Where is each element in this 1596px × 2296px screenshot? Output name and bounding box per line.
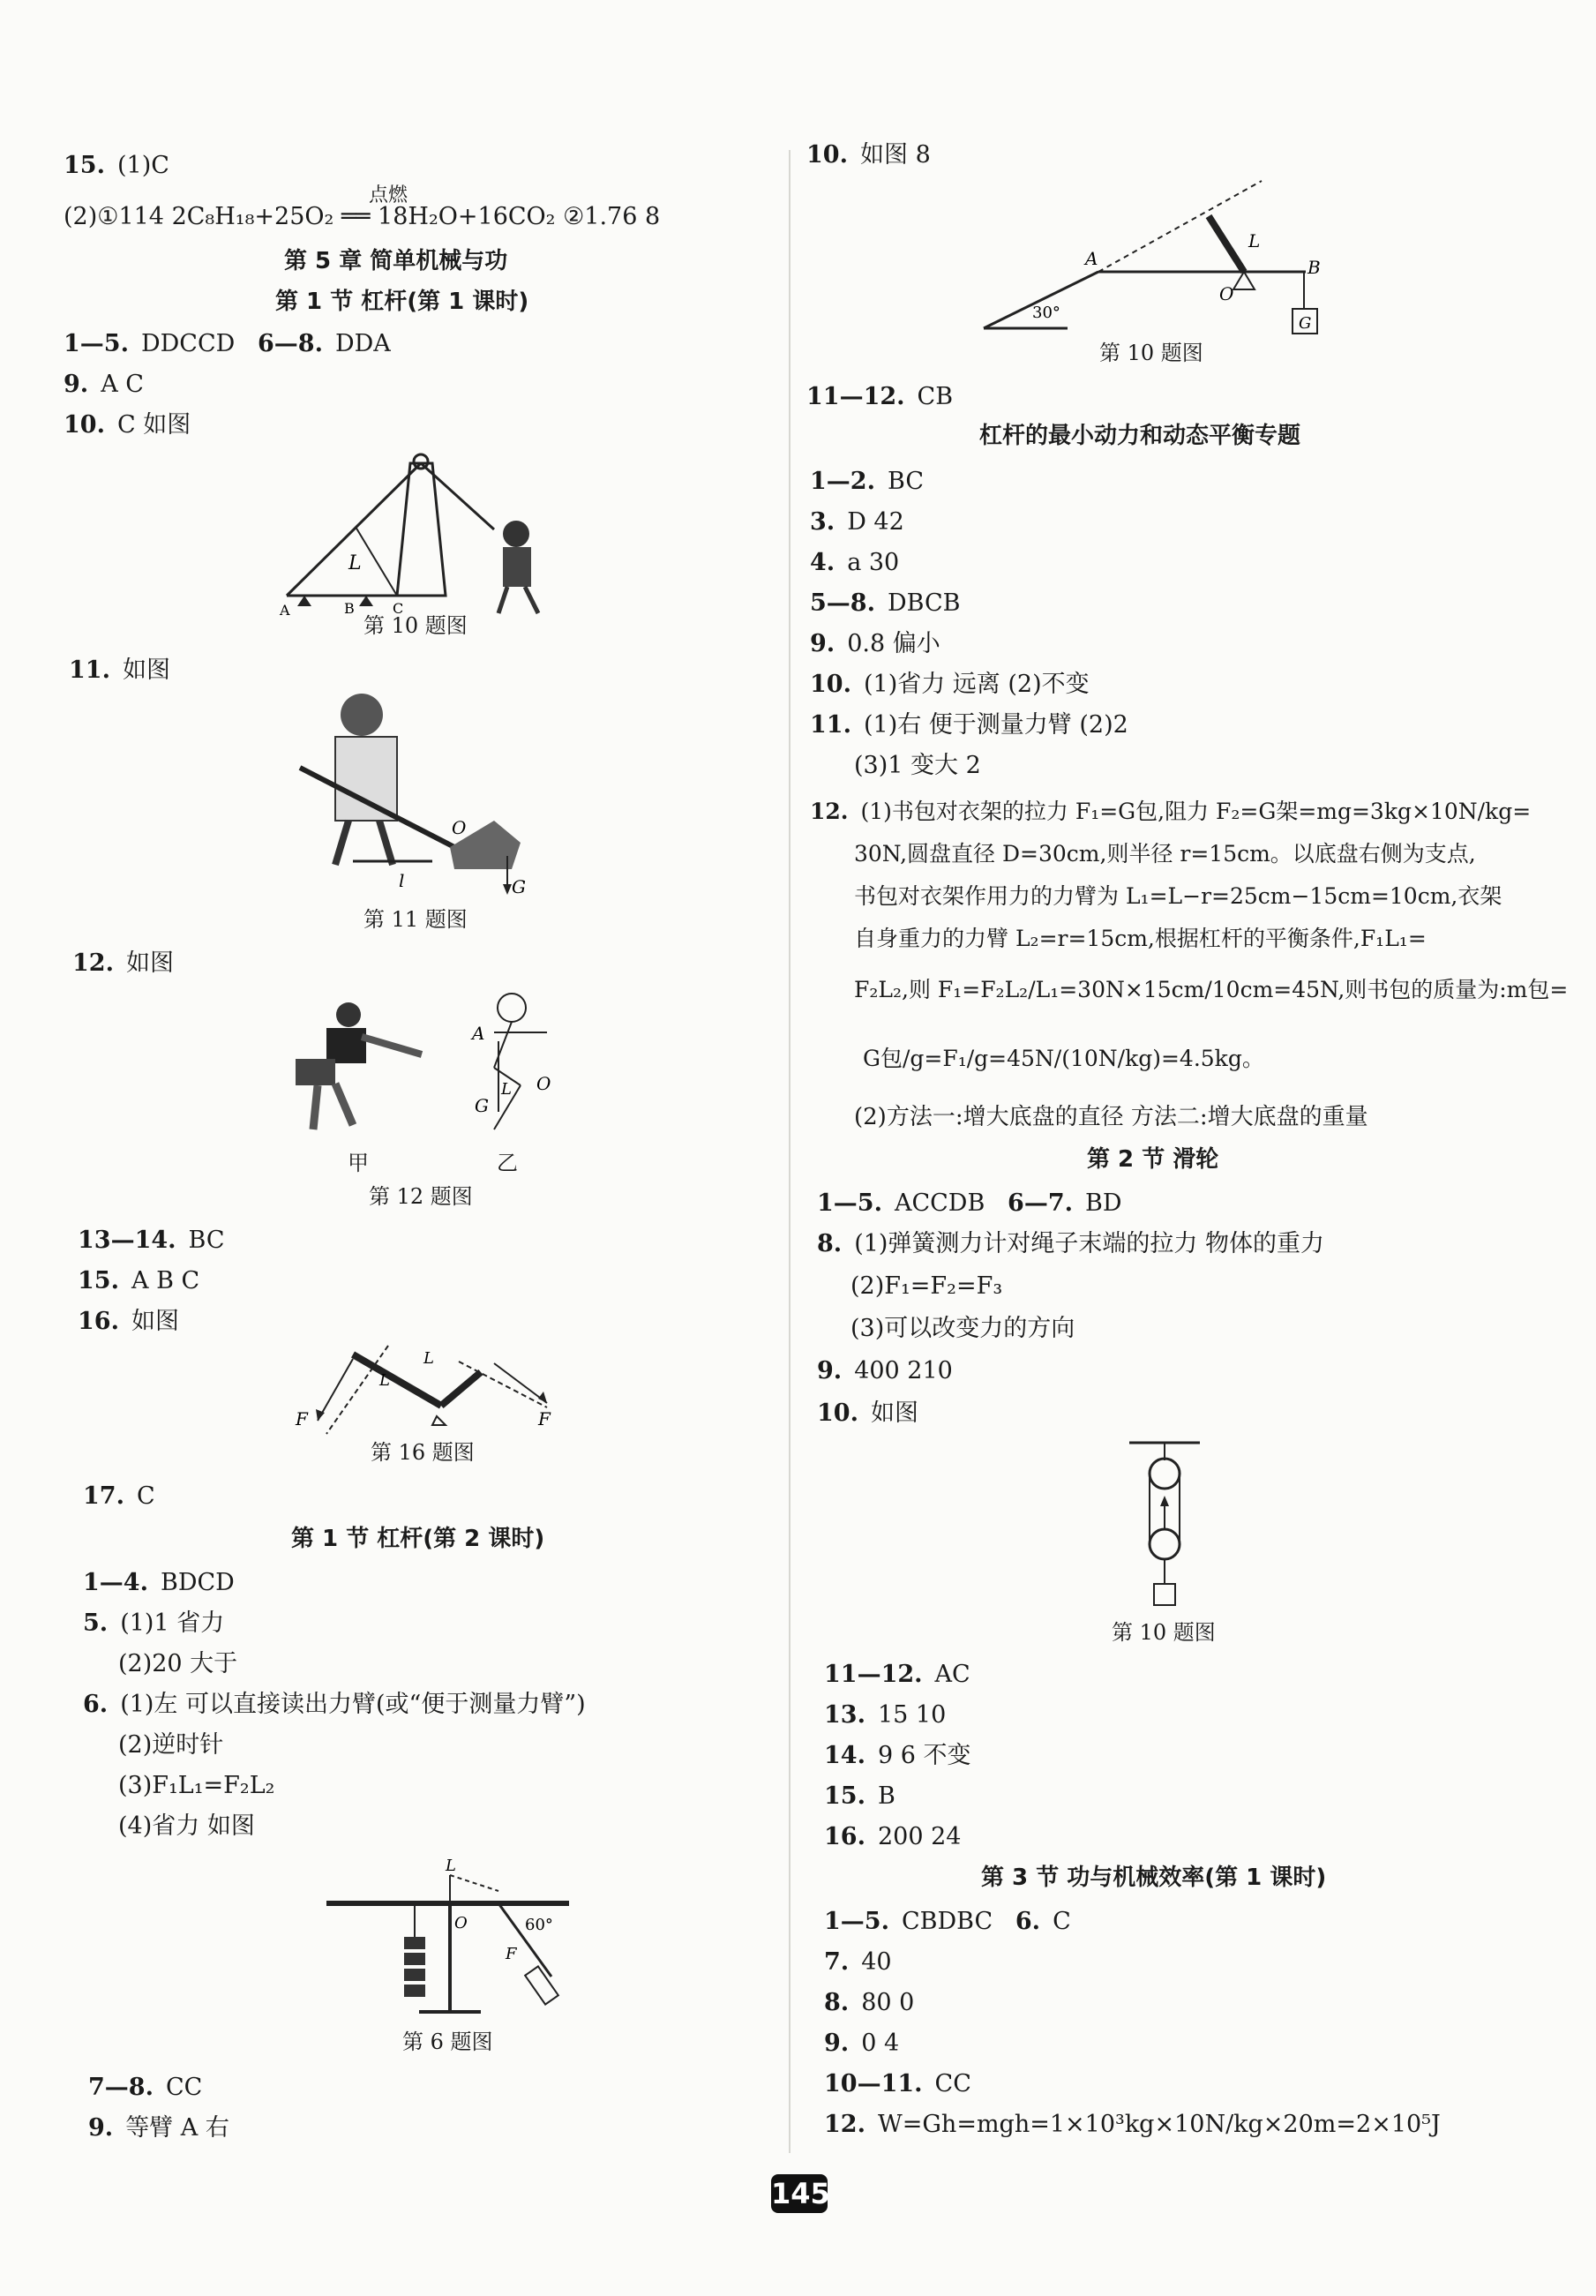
caption-fig-6: 第 6 题图 [402, 2030, 493, 2054]
column-divider [789, 150, 791, 2153]
page-number: 145 [771, 2174, 828, 2213]
svg-text:G: G [475, 1095, 489, 1116]
answer-t12-line2: 30N,圆盘直径 D=30cm,则半径 r=15cm。以底盘右侧为支点, [854, 841, 1476, 867]
caption-fig-11: 第 11 题图 [363, 907, 468, 932]
answer-13-14: 13—14. BC [78, 1227, 225, 1254]
answer-t10: 10. (1)省力 远离 (2)不变 [810, 671, 1090, 698]
answer-t1-2: 1—2. BC [810, 468, 924, 495]
caption-fig-10-right: 第 10 题图 [1099, 341, 1203, 365]
answer-t4: 4. a 30 [810, 549, 900, 576]
topic-title: 杠杆的最小动力和动态平衡专题 [979, 423, 1301, 449]
figure-12-squat [291, 988, 573, 1147]
svg-text:l: l [399, 870, 405, 891]
answer-6-part3: (3)F₁L₁=F₂L₂ [118, 1772, 275, 1799]
answer-p13: 13. 15 10 [824, 1701, 947, 1729]
answer-t11: 11. (1)右 便于测量力臂 (2)2 [810, 711, 1128, 739]
svg-text:A: A [1085, 248, 1098, 269]
answer-15-part2: (2)①114 2C₈H₁₈+25O₂ ══ 18H₂O+16CO₂ ②1.76 8 [64, 203, 661, 230]
answer-t11-part2: (3)1 变大 2 [854, 752, 981, 779]
answer-p14: 14. 9 6 不变 [824, 1742, 971, 1769]
answer-p11-12: 11—12. AC [824, 1661, 970, 1688]
answer-7-8: 7—8. CC [88, 2074, 203, 2101]
answer-12: 12. 如图 [72, 949, 174, 977]
svg-text:C: C [393, 600, 404, 617]
label-yi: 乙 [497, 1151, 518, 1175]
reaction-condition: 点燃 [369, 184, 408, 206]
answer-6-part2: (2)逆时针 [118, 1731, 224, 1759]
answer-15-part1: 15. (1)C [64, 152, 169, 179]
answer-t12: 12. (1)书包对衣架的拉力 F₁=G包,阻力 F₂=G架=mg=3kg×10N/kg= [810, 799, 1532, 824]
section-title-pulley: 第 2 节 滑轮 [1087, 1146, 1219, 1173]
answer-p16: 16. 200 24 [824, 1823, 962, 1850]
answer-r11-12: 11—12. CB [806, 383, 954, 410]
section-title-lever-2: 第 1 节 杠杆(第 2 课时) [291, 1526, 545, 1552]
caption-fig-10-pulley: 第 10 题图 [1112, 1620, 1216, 1645]
answer-1-8: 1—5. DDCCD 6—8. DDA [64, 330, 391, 357]
caption-fig-16: 第 16 题图 [371, 1440, 475, 1465]
answer-t5-8: 5—8. DBCB [810, 589, 961, 617]
answer-w8: 8. 80 0 [824, 1989, 915, 2016]
answer-17: 17. C [83, 1482, 155, 1510]
answer-16: 16. 如图 [78, 1308, 179, 1335]
svg-text:60°: 60° [525, 1916, 553, 1934]
answer-p8: 8. (1)弹簧测力计对绳子末端的拉力 物体的重力 [817, 1230, 1325, 1257]
answer-w9: 9. 0 4 [824, 2030, 900, 2057]
answer-t12-line4: 自身重力的力臂 L₂=r=15cm,根据杠杆的平衡条件,F₁L₁= [854, 926, 1427, 951]
answer-w10-11: 10—11. CC [824, 2070, 971, 2097]
svg-text:O: O [536, 1073, 551, 1094]
svg-text:F: F [538, 1408, 551, 1429]
svg-text:B: B [344, 600, 355, 617]
svg-text:G: G [1299, 314, 1312, 333]
figure-16-pliers [291, 1337, 573, 1434]
answer-t12-line5: F₂L₂,则 F₁=F₂L₂/L₁=30N×15cm/10cm=45N,则书包的质量为:m包= [854, 977, 1569, 1002]
answer-p9: 9. 400 210 [817, 1357, 953, 1384]
figure-10-incline-lever [979, 176, 1321, 340]
figure-11-crowbar [300, 688, 538, 900]
answer-6-part4: (4)省力 如图 [118, 1812, 255, 1840]
figure-10-pulley [1120, 1434, 1226, 1619]
answer-11: 11. 如图 [69, 657, 170, 684]
caption-fig-10: 第 10 题图 [363, 613, 468, 638]
svg-text:L: L [348, 552, 362, 574]
figure-6-lever-balance [322, 1849, 578, 2025]
answer-t9: 9. 0.8 偏小 [810, 630, 940, 657]
svg-text:L: L [379, 1371, 390, 1390]
svg-text:O: O [454, 1914, 468, 1932]
svg-text:A: A [280, 602, 290, 619]
answer-p8-part2: (2)F₁=F₂=F₃ [850, 1272, 1003, 1300]
answer-p8-part3: (3)可以改变力的方向 [850, 1315, 1075, 1342]
answer-p15: 15. B [824, 1782, 895, 1810]
answer-w12: 12. W=Gh=mgh=1×10³kg×10N/kg×20m=2×10⁵J [824, 2111, 1441, 2138]
answer-9: 9. A C [64, 371, 144, 398]
svg-text:B: B [1308, 257, 1321, 278]
svg-text:F: F [506, 1945, 517, 1963]
figure-10-lever-pull [278, 446, 560, 622]
answer-1-4: 1—4. BDCD [83, 1569, 235, 1596]
svg-text:F: F [296, 1408, 308, 1429]
section-title-work: 第 3 节 功与机械效率(第 1 课时) [981, 1865, 1327, 1891]
answer-t12-line3: 书包对衣架作用力的力臂为 L₁=L−r=25cm−15cm=10cm,衣架 [854, 883, 1502, 909]
svg-text:O: O [1219, 283, 1234, 304]
answer-5-part2: (2)20 大于 [118, 1650, 238, 1677]
answer-t12-line6: G包/g=F₁/g=45N/(10N/kg)=4.5kg。 [863, 1046, 1264, 1071]
answer-p1-7: 1—5. ACCDB 6—7. BD [817, 1189, 1122, 1217]
answer-w1-6: 1—5. CBDBC 6. C [824, 1908, 1071, 1935]
answer-r10: 10. 如图 8 [806, 141, 931, 169]
svg-text:L: L [446, 1857, 456, 1875]
svg-text:G: G [512, 876, 526, 897]
chapter-title: 第 5 章 简单机械与功 [284, 248, 508, 274]
caption-fig-12: 第 12 题图 [369, 1184, 473, 1209]
svg-text:L: L [423, 1349, 434, 1368]
svg-text:L: L [501, 1080, 512, 1099]
answer-t12-part2: (2)方法一:增大底盘的直径 方法二:增大底盘的重量 [854, 1104, 1368, 1130]
svg-text:A: A [472, 1023, 485, 1044]
svg-text:30°: 30° [1032, 304, 1060, 322]
label-jia: 甲 [348, 1151, 369, 1175]
answer-p10: 10. 如图 [817, 1399, 918, 1427]
answer-t3: 3. D 42 [810, 508, 904, 536]
svg-text:L: L [1248, 230, 1261, 251]
answer-w7: 7. 40 [824, 1948, 892, 1976]
answer-9-lever2: 9. 等臂 A 右 [88, 2114, 229, 2142]
svg-text:O: O [452, 817, 467, 838]
answer-10: 10. C 如图 [64, 411, 191, 439]
answer-6: 6. (1)左 可以直接读出力臂(或“便于测量力臂”) [83, 1691, 586, 1718]
section-title-lever-1: 第 1 节 杠杆(第 1 课时) [275, 289, 529, 315]
answer-5: 5. (1)1 省力 [83, 1609, 225, 1637]
answer-15-lever: 15. A B C [78, 1267, 200, 1294]
